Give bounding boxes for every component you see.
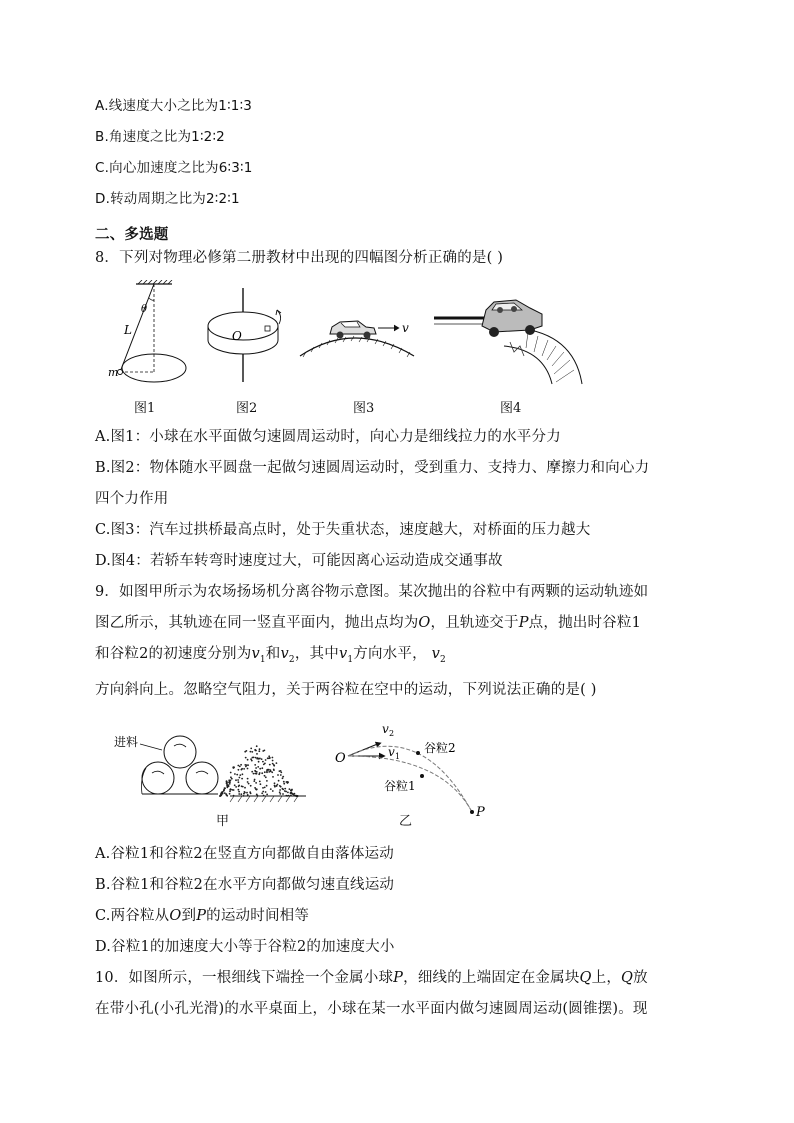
grain-dot — [276, 785, 278, 787]
q8-caption-1: 图1 — [134, 401, 156, 416]
grain-dot — [255, 757, 257, 759]
grain-dot — [243, 768, 245, 770]
grain-dot — [253, 773, 255, 775]
grain-dot — [261, 772, 263, 774]
q8-option-b: B.图2：物体随水平圆盘一起做匀速圆周运动时，受到重力、支持力、摩擦力和向心力 — [95, 460, 650, 476]
grain-dot — [268, 755, 270, 757]
grain-dot — [259, 768, 261, 770]
grain-dot — [279, 791, 281, 793]
grain-dot — [265, 776, 267, 778]
q7-option-c: C.向心加速度之比为6∶3∶1 — [95, 160, 253, 176]
grain-dot — [259, 772, 261, 774]
grain-dot — [226, 795, 228, 797]
grain-dot — [234, 784, 236, 786]
grain-dot — [230, 788, 232, 790]
grain-dot — [225, 793, 227, 795]
q9-option-c: C.两谷粒从O到P的运动时间相等 — [95, 908, 310, 924]
grain-dot — [250, 748, 252, 750]
grain-dot — [250, 785, 252, 787]
grain-dot — [274, 785, 276, 787]
grain-dot — [279, 785, 281, 787]
q9-stem-line3: 和谷粒2的初速度分别为$v_1$和$v_2$，其中$v_1$方向水平， $v_2$ — [95, 646, 446, 665]
grain-dot — [256, 758, 258, 760]
grain-dot — [261, 767, 263, 769]
grain-dot — [264, 787, 266, 789]
grain-dot — [244, 787, 246, 789]
grain-dot — [274, 782, 276, 784]
grain-dot — [257, 766, 259, 768]
q8-figure-2 — [205, 286, 290, 384]
grain-dot — [222, 793, 224, 795]
grain-dot — [273, 765, 275, 767]
q10-line1: 10．如图所示，一根细线下端拴一个金属小球P，细线的上端固定在金属块Q上，Q放 — [95, 970, 648, 986]
grain-dot — [238, 781, 240, 783]
q8-figure-3 — [294, 306, 424, 368]
grain-dot — [286, 781, 288, 783]
grain-dot — [266, 780, 268, 782]
grain-dot — [239, 777, 241, 779]
grain-dot — [239, 774, 241, 776]
section-title: 二、多选题 — [95, 227, 169, 243]
grain-dot — [290, 789, 292, 791]
grain-dot — [258, 758, 260, 760]
grain-dot — [247, 781, 249, 783]
grain-dot — [241, 778, 243, 780]
grain-dot — [253, 780, 255, 782]
q7-option-b: B.角速度之比为1∶2∶2 — [95, 129, 225, 145]
grain-dot — [251, 751, 253, 753]
grain-dot — [265, 791, 267, 793]
grain-dot — [240, 793, 242, 795]
grain-dot — [230, 780, 232, 782]
grain-dot — [273, 769, 275, 771]
grain-dot — [282, 788, 284, 790]
grain-dot — [238, 785, 240, 787]
grain-dot — [219, 795, 221, 797]
grain-dot — [233, 766, 235, 768]
grain-dot — [227, 787, 229, 789]
q9-caption-jia: 甲 — [216, 814, 230, 829]
grain-dot — [245, 757, 247, 759]
q8-figure-4 — [434, 286, 584, 386]
grain-dot — [246, 750, 248, 752]
grain-dot — [256, 745, 258, 747]
grain-dot — [264, 763, 266, 765]
grain-dot — [244, 764, 246, 766]
grain-dot — [256, 753, 258, 755]
grain-dot — [272, 757, 274, 759]
q8-option-a: A.图1：小球在水平面做匀速圆周运动时，向心力是细线拉力的水平分力 — [95, 429, 561, 445]
grain-dot — [247, 778, 249, 780]
grain-dot — [270, 771, 272, 773]
grain-dot — [234, 773, 236, 775]
grain-dot — [283, 783, 285, 785]
grain-dot — [242, 773, 244, 775]
q8-caption-3: 图3 — [353, 401, 375, 416]
grain-dot — [256, 788, 258, 790]
grain-dot — [238, 789, 240, 791]
q9-figure-jia — [110, 716, 310, 806]
label-grain2: 谷粒2 — [424, 741, 456, 755]
label-grain1: 谷粒1 — [384, 779, 416, 793]
grain-dot — [271, 771, 273, 773]
grain-dot — [253, 757, 255, 759]
q8-caption-2: 图2 — [236, 401, 258, 416]
grain-dot — [254, 770, 256, 772]
label-v: v — [402, 321, 409, 335]
grain-dot — [283, 781, 285, 783]
grain-dot — [233, 789, 235, 791]
grain-dot — [259, 781, 261, 783]
q7-option-d: D.转动周期之比为2∶2∶1 — [95, 191, 240, 207]
q8-figure-1 — [108, 280, 188, 395]
grain-dot — [279, 789, 281, 791]
grain-dot — [272, 763, 274, 765]
grain-dot — [276, 762, 278, 764]
label-v2-sub: 2 — [389, 729, 395, 738]
grain-dot — [248, 783, 250, 785]
grain-dot — [255, 782, 257, 784]
q9-option-d: D.谷粒1的加速度大小等于谷粒2的加速度大小 — [95, 939, 395, 955]
grain-dot — [224, 787, 226, 789]
grain-dot — [284, 788, 286, 790]
label-O: O — [232, 329, 242, 343]
grain-dot — [264, 771, 266, 773]
grain-dot — [292, 793, 294, 795]
grain-dot — [261, 758, 263, 760]
label-v1-sub: 1 — [395, 752, 401, 761]
grain-dot — [260, 783, 262, 785]
grain-dot — [287, 792, 289, 794]
label-theta: θ — [141, 304, 148, 315]
grain-dot — [268, 757, 270, 759]
grain-dot — [262, 750, 264, 752]
grain-dot — [258, 750, 260, 752]
grain-dot — [266, 794, 268, 796]
grain-dot — [230, 772, 232, 774]
q8-option-d: D.图4：若轿车转弯时速度过大，可能因离心运动造成交通事故 — [95, 553, 503, 569]
grain-dot — [280, 774, 282, 776]
grain-dot — [258, 761, 260, 763]
grain-dot — [294, 793, 296, 795]
grain-dot — [256, 771, 258, 773]
grain-dot — [270, 788, 272, 790]
grain-dot — [251, 771, 253, 773]
grain-dot — [246, 792, 248, 794]
label-feed: 进料 — [114, 735, 139, 749]
grain-dot — [284, 790, 286, 792]
grain-dot — [247, 768, 249, 770]
grain-dot — [259, 748, 261, 750]
q8-option-c: C.图3：汽车过拱桥最高点时，处于失重状态，速度越大，对桥面的压力越大 — [95, 522, 591, 538]
grain-dot — [231, 778, 233, 780]
label-P: P — [476, 805, 485, 816]
grain-dot — [244, 792, 246, 794]
grain-dot — [228, 781, 230, 783]
grain-dot — [255, 773, 257, 775]
q8-option-b-cont: 四个力作用 — [95, 491, 169, 507]
grain-dot — [264, 775, 266, 777]
grain-dot — [223, 789, 225, 791]
grain-dot — [265, 759, 267, 761]
grain-dot — [282, 777, 284, 779]
label-L: L — [124, 323, 132, 337]
grain-dot — [229, 793, 231, 795]
q7-option-a: A.线速度大小之比为1∶1∶3 — [95, 98, 253, 114]
grain-dot — [250, 758, 252, 760]
grain-dot — [224, 792, 226, 794]
grain-dot — [247, 759, 249, 761]
q9-stem-line1: 9．如图甲所示为农场扬场机分离谷物示意图。某次抛出的谷粒中有两颗的运动轨迹如 — [95, 584, 649, 600]
grain-dot — [236, 774, 238, 776]
grain-dot — [272, 760, 274, 762]
grain-dot — [282, 793, 284, 795]
grain-dot — [272, 790, 274, 792]
q9-option-b: B.谷粒1和谷粒2在水平方向都做匀速直线运动 — [95, 877, 395, 893]
grain-dot — [255, 767, 257, 769]
q9-figure-yi — [332, 716, 492, 816]
grain-dot — [266, 771, 268, 773]
q9-caption-yi: 乙 — [399, 814, 413, 829]
grain-dot — [282, 776, 284, 778]
q9-option-a: A.谷粒1和谷粒2在竖直方向都做自由落体运动 — [95, 846, 394, 862]
grain-dot — [279, 793, 281, 795]
label-O: O — [335, 751, 346, 766]
grain-dot — [241, 785, 243, 787]
grain-dot — [237, 779, 239, 781]
grain-dot — [262, 791, 264, 793]
grain-dot — [240, 764, 242, 766]
grain-dot — [254, 749, 256, 751]
grain-dot — [269, 764, 271, 766]
q8-stem: 8．下列对物理必修第二册教材中出现的四幅图分析正确的是( ) — [95, 250, 504, 266]
label-v1: v — [388, 745, 395, 759]
grain-dot — [290, 792, 292, 794]
grain-dot — [254, 764, 256, 766]
q9-stem-line2: 图乙所示，其轨迹在同一竖直平面内，抛出点均为O，且轨迹交于P点，抛出时谷粒1 — [95, 615, 641, 631]
label-v2: v — [382, 722, 389, 736]
grain-dot — [235, 786, 237, 788]
grain-dot — [254, 779, 256, 781]
grain-dot — [239, 766, 241, 768]
grain-dot — [280, 772, 282, 774]
q9-stem-line4: 方向斜向上。忽略空气阻力，关于两谷粒在空中的运动，下列说法正确的是( ) — [95, 682, 597, 698]
grain-dot — [238, 769, 240, 771]
grain-dot — [278, 780, 280, 782]
grain-dot — [238, 793, 240, 795]
grain-dot — [250, 751, 252, 753]
grain-dot — [277, 774, 279, 776]
grain-dot — [272, 776, 274, 778]
grain-dot — [268, 769, 270, 771]
grain-dot — [241, 768, 243, 770]
q8-caption-4: 图4 — [500, 401, 522, 416]
grain-dot — [226, 782, 228, 784]
grain-dot — [238, 791, 240, 793]
grain-dot — [229, 791, 231, 793]
label-m: m — [108, 366, 119, 379]
grain-dot — [262, 787, 264, 789]
grain-dot — [235, 779, 237, 781]
grain-dot — [249, 791, 251, 793]
grain-dot — [266, 785, 268, 787]
grain-dot — [289, 788, 291, 790]
grain-dot — [261, 792, 263, 794]
grain-dot — [262, 761, 264, 763]
q10-line2: 在带小孔(小孔光滑)的水平桌面上，小球在某一水平面内做匀速圆周运动(圆锥摆)。现 — [95, 1001, 648, 1017]
grain-dot — [237, 765, 239, 767]
